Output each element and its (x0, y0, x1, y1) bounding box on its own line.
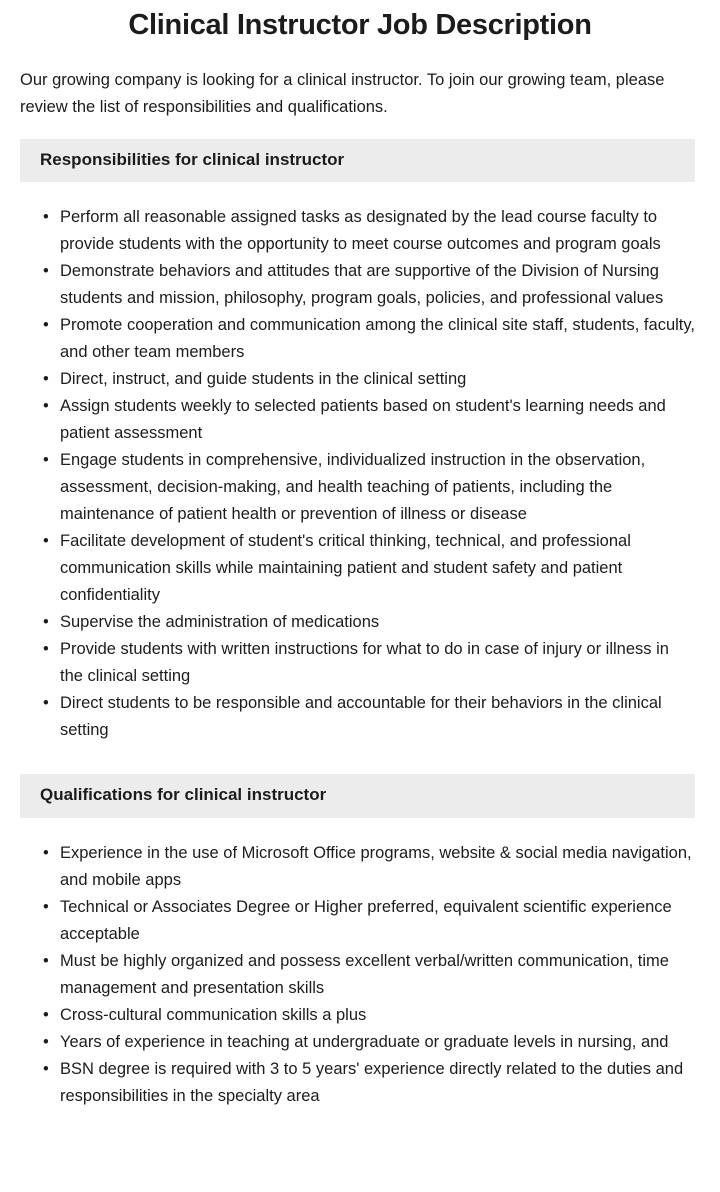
qualification-item: • Experience in the use of Microsoft Office programs, website & social media navigation, and mobile apps (60, 840, 695, 894)
qualification-item: • Years of experience in teaching at undergraduate or graduate levels in nursing, and (60, 1029, 695, 1056)
responsibility-item: • Supervise the administration of medications (60, 609, 695, 636)
responsibility-item: • Perform all reasonable assigned tasks as designated by the lead course faculty to provide students with the opportunity to meet course outcomes and program goals (60, 204, 695, 258)
responsibilities-list (20, 204, 695, 744)
responsibilities-section (0, 139, 720, 744)
responsibility-item: • Provide students with written instructions for what to do in case of injury or illness in the clinical setting (60, 636, 695, 690)
intro-paragraph: Our growing company is looking for a clinical instructor. To join our growing team, please review the list of responsibilities and qualifications. (20, 70, 665, 116)
qualifications-heading: Qualifications for clinical instructor (20, 774, 695, 817)
page-title: Clinical Instructor Job Description (128, 9, 592, 41)
qualification-item: • Must be highly organized and possess excellent verbal/written communication, time management and presentation skills (60, 948, 695, 1002)
qualification-item: • Technical or Associates Degree or Higher preferred, equivalent scientific experience acceptable (60, 894, 695, 948)
responsibility-item: • Promote cooperation and communication among the clinical site staff, students, faculty, and other team members (60, 312, 695, 366)
responsibility-item: • Assign students weekly to selected patients based on student's learning needs and patient assessment (60, 393, 695, 447)
qualifications-list (20, 840, 695, 1110)
qualification-item: • BSN degree is required with 3 to 5 years' experience directly related to the duties and responsibilities in the specialty area (60, 1056, 695, 1110)
responsibility-item: • Demonstrate behaviors and attitudes that are supportive of the Division of Nursing students and mission, philosophy, program goals, policies, and professional values (60, 258, 695, 312)
qualification-item: • Cross-cultural communication skills a plus (60, 1002, 695, 1029)
responsibility-item: • Facilitate development of student's critical thinking, technical, and professional communication skills while maintaining patient and student safety and patient confidentiality (60, 528, 695, 609)
responsibility-item: • Direct, instruct, and guide students in the clinical setting (60, 366, 695, 393)
responsibilities-heading: Responsibilities for clinical instructor (20, 139, 695, 182)
qualifications-section (0, 774, 720, 1109)
responsibility-item: • Direct students to be responsible and accountable for their behaviors in the clinical setting (60, 690, 695, 744)
responsibility-item: • Engage students in comprehensive, individualized instruction in the observation, assessment, decision-making, and health teaching of patients, including the maintenance of patient health or prevention of illness or disease (60, 447, 695, 528)
